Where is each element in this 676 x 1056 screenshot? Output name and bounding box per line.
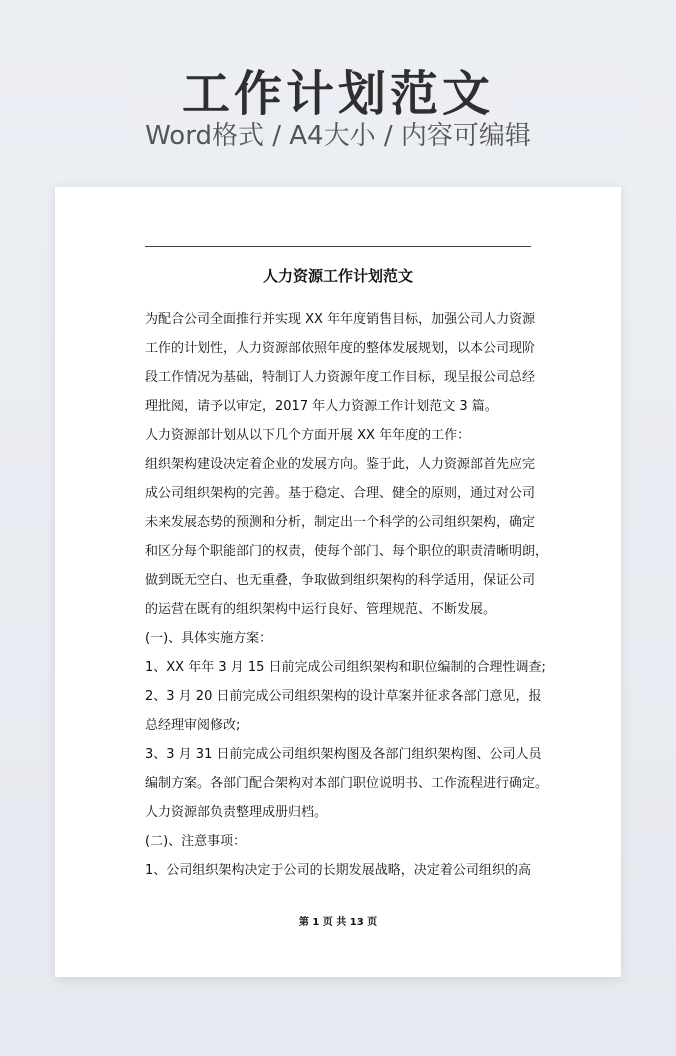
body-line: (二)、注意事项： [145, 834, 247, 849]
header-rule [145, 246, 531, 247]
body-line: 的运营在既有的组织架构中运行良好、管理规范、不断发展。 [145, 602, 497, 617]
hero-title: 工作计划范文 [181, 66, 494, 122]
document-title: 人力资源工作计划范文 [262, 267, 413, 285]
body-line: 段工作情况为基础，特制订人力资源年度工作目标，现呈报公司总经 [145, 370, 536, 385]
body-line: 为配合公司全面推行并实现 XX 年年度销售目标，加强公司人力资源 [145, 312, 536, 327]
body-line: 理批阅，请予以审定，2017 年人力资源工作计划范文 3 篇。 [145, 399, 498, 414]
body-line: 和区分每个职能部门的权责，使每个部门、每个职位的职责清晰明朗， [145, 544, 549, 559]
body-line: 1、XX 年年 3 月 15 日前完成公司组织架构和职位编制的合理性调查; [145, 660, 546, 675]
body-line: 总经理审阅修改; [145, 718, 241, 733]
body-line: 组织架构建设决定着企业的发展方向。鉴于此，人力资源部首先应完 [145, 457, 536, 472]
body-line: 1、公司组织架构决定于公司的长期发展战略，决定着公司组织的高 [145, 863, 531, 878]
body-line: 人力资源部负责整理成册归档。 [145, 805, 328, 820]
document-body [145, 305, 549, 885]
body-line: 做到既无空白、也无重叠，争取做到组织架构的科学适用，保证公司 [145, 573, 536, 588]
page-footer: 第 1 页 共 13 页 [298, 917, 378, 928]
body-line: 工作的计划性，人力资源部依照年度的整体发展规划，以本公司现阶 [145, 341, 536, 356]
body-line: (一)、具体实施方案： [145, 631, 273, 646]
body-line: 成公司组织架构的完善。基于稳定、合理、健全的原则，通过对公司 [145, 486, 536, 501]
body-line: 编制方案。各部门配合架构对本部门职位说明书、工作流程进行确定。 [145, 776, 549, 791]
body-line: 2、3 月 20 日前完成公司组织架构的设计草案并征求各部门意见，报 [145, 689, 542, 704]
body-line: 未来发展态势的预测和分析，制定出一个科学的公司组织架构，确定 [145, 515, 536, 530]
body-line: 人力资源部计划从以下几个方面开展 XX 年年度的工作： [145, 428, 471, 443]
hero-subtitle: Word格式 / A4大小 / 内容可编辑 [145, 121, 531, 151]
body-line: 3、3 月 31 日前完成公司组织架构图及各部门组织架构图、公司人员 [145, 747, 542, 762]
document-page [55, 187, 621, 977]
